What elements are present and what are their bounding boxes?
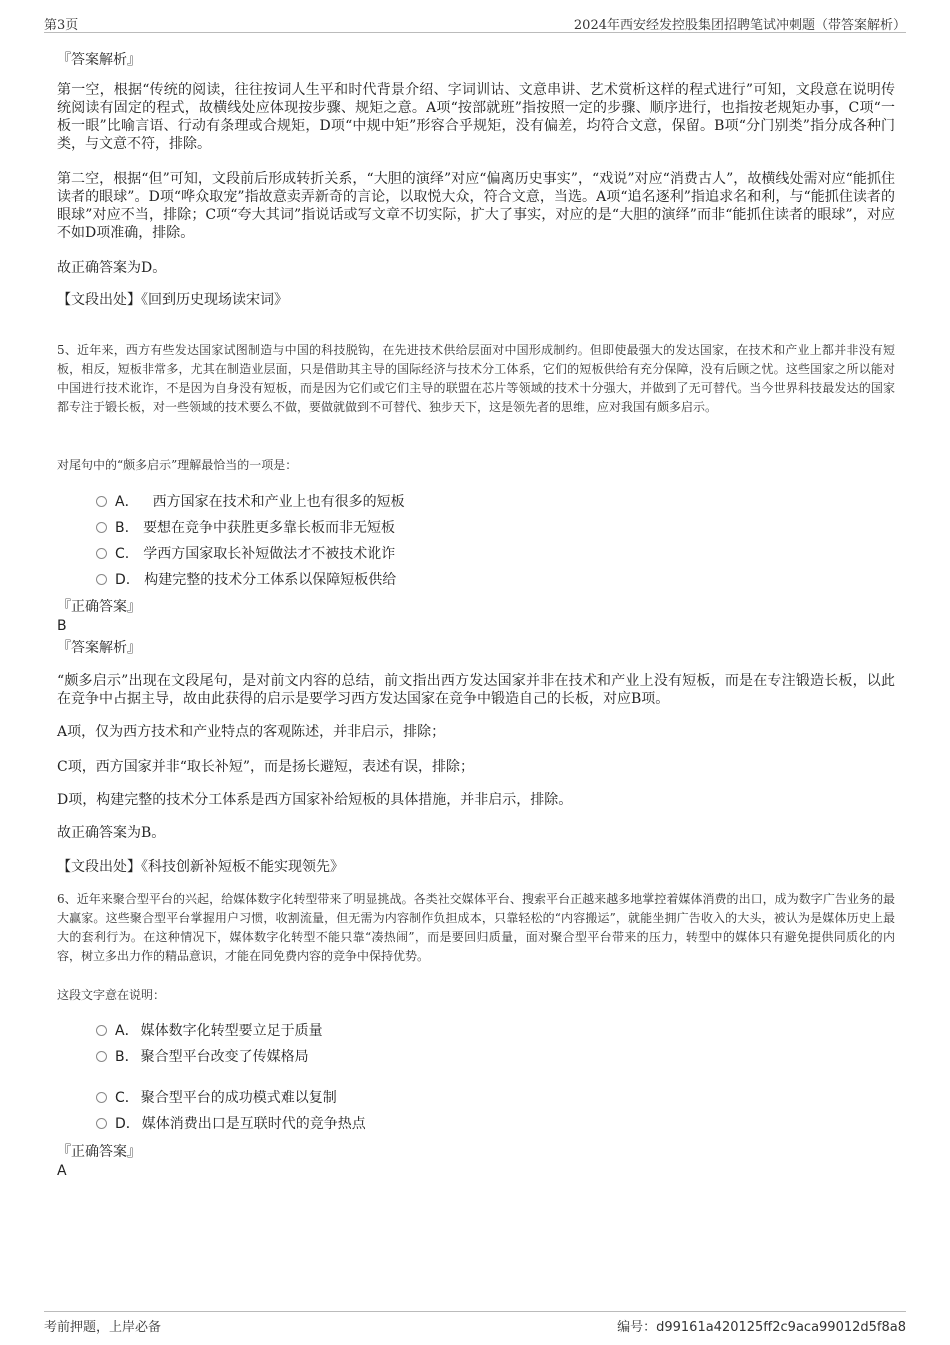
q6-stem: 6、近年来聚合型平台的兴起，给媒体数字化转型带来了明显挑战。各类社交媒体平台、搜索平台正越来越多地掌控着媒体消费的出口，成为数字广告业务的最大赢家。这些聚合型平台掌握用户习惯，收割流量，但无需为内容制作负担成本，只靠轻松的“内容搬运”，就能坐拥广告收入的大头，被认为是媒体历史上最大的套利行为。在这种情况下，媒体数字化转型不能只靠“凑热闹”，而是要回归质量，面对聚合型平台带来的压力，转型中的媒体只有避免提供同质化的内容，树立多出力作的精品意识，才能在同免费内容的竞争中保持优势。	[57, 892, 895, 963]
page-number: 第3页	[44, 18, 79, 33]
q6-correct-answer: A	[57, 1163, 67, 1179]
q6-option-b[interactable]: B． 聚合型平台改变了传媒格局	[96, 1048, 309, 1066]
page-header	[44, 12, 906, 33]
q4-source: 【文段出处】《回到历史现场读宋词》	[57, 292, 288, 308]
document-code: 编号：d99161a420125ff2c9aca99012d5f8a8	[617, 1320, 906, 1335]
q4-conclusion: 故正确答案为D。	[57, 260, 167, 276]
footer-slogan: 考前押题，上岸必备	[44, 1320, 162, 1335]
radio-icon[interactable]	[96, 496, 107, 507]
radio-icon[interactable]	[96, 548, 107, 559]
q5-correct-answer: B	[57, 618, 67, 634]
q6-option-d[interactable]: D． 媒体消费出口是互联时代的竞争热点	[96, 1115, 366, 1133]
q5-analysis-3: C项，西方国家并非“取长补短”，而是扬长避短，表述有误，排除；	[57, 759, 475, 775]
radio-icon[interactable]	[96, 1051, 107, 1062]
document-title: 2024年西安经发控股集团招聘笔试冲刺题（带答案解析）	[573, 18, 906, 33]
q4-analysis-label: 『答案解析』	[57, 52, 141, 68]
q6-prompt: 这段文字意在说明：	[57, 988, 166, 1002]
q6-correct-label: 『正确答案』	[57, 1144, 141, 1160]
radio-icon[interactable]	[96, 1118, 107, 1129]
q5-correct-label: 『正确答案』	[57, 599, 141, 615]
q6-option-a[interactable]: A． 媒体数字化转型要立足于质量	[96, 1022, 323, 1040]
q4-analysis-p1: 第一空，根据“传统的阅读，往往按词人生平和时代背景介绍、字词训诂、文意串讲、艺术赏析这样的程式进行”可知，文段意在说明传统阅读有固定的程式，故横线处应体现按步骤、规矩之意。A项“按部就班”指按照一定的步骤、顺序进行，也指按老规矩办事，C项“一板一眼”比喻言语、行动有条理或合规矩，D项“中规中矩”形容合乎规矩，没有偏差，均符合文意，保留。B项“分门别类”指分成各种门类，与文意不符，排除。	[57, 82, 895, 152]
q4-analysis-p2: 第二空，根据“但”可知，文段前后形成转折关系，“大胆的演绎”对应“偏离历史事实”，“戏说”对应“消费古人”，故横线处需对应“能抓住读者的眼球”。D项“哗众取宠”指故意卖弄新奇的言论，以取悦大众，符合文意，当选。A项“追名逐利”指追求名和利，与“能抓住读者的眼球”对应不当，排除；C项“夸大其词”指说话或写文章不切实际，扩大了事实，对应的是“大胆的演绎”而非“能抓住读者的眼球”，对应不如D项准确，排除。	[57, 171, 895, 241]
q5-prompt: 对尾句中的“颇多启示”理解最恰当的一项是：	[57, 458, 298, 472]
radio-icon[interactable]	[96, 574, 107, 585]
radio-icon[interactable]	[96, 1092, 107, 1103]
q5-stem: 5、近年来，西方有些发达国家试图制造与中国的科技脱钩，在先进技术供给层面对中国形成制约。但即使最强大的发达国家，在技术和产业上都并非没有短板，相反，短板非常多，尤其在制造业层面，只是借助其主导的国际经济与技术分工体系，它们的短板供给有充分保障，没有后顾之忧。这些国家之所以能对中国进行技术讹诈，不是因为自身没有短板，而是因为它们或它们主导的联盟在芯片等领域的技术十分强大，并做到了无可替代。当今世界科技最发达的国家都专注于锻长板，对一些领域的技术要么不做，要做就做到不可替代、独步天下，这是领先者的思维，应对我国有颇多启示。	[57, 343, 895, 414]
q5-analysis-label: 『答案解析』	[57, 640, 141, 656]
q5-analysis-1: “颇多启示”出现在文段尾句，是对前文内容的总结，前文指出西方发达国家并非在技术和产业上没有短板，而是在专注锻造长板，以此在竞争中占据主导，故由此获得的启示是要学习西方发达国家在竞争中锻造自己的长板，对应B项。	[57, 673, 895, 707]
q5-option-a[interactable]: A． 西方国家在技术和产业上也有很多的短板	[96, 493, 405, 511]
q5-conclusion: 故正确答案为B。	[57, 825, 166, 841]
q5-option-c[interactable]: C. 学西方国家取长补短做法才不被技术讹诈	[96, 545, 395, 563]
q6-option-c[interactable]: C． 聚合型平台的成功模式难以复制	[96, 1089, 337, 1107]
q5-analysis-4: D项，构建完整的技术分工体系是西方国家补给短板的具体措施，并非启示，排除。	[57, 792, 573, 808]
q5-source: 【文段出处】《科技创新补短板不能实现领先》	[57, 859, 344, 875]
q5-option-d[interactable]: D. 构建完整的技术分工体系以保障短板供给	[96, 571, 396, 589]
q5-analysis-2: A项，仅为西方技术和产业特点的客观陈述，并非启示，排除；	[57, 724, 446, 740]
radio-icon[interactable]	[96, 1025, 107, 1036]
page-footer	[44, 1311, 906, 1334]
radio-icon[interactable]	[96, 522, 107, 533]
q5-option-b[interactable]: B. 要想在竞争中获胜更多靠长板而非无短板	[96, 519, 395, 537]
